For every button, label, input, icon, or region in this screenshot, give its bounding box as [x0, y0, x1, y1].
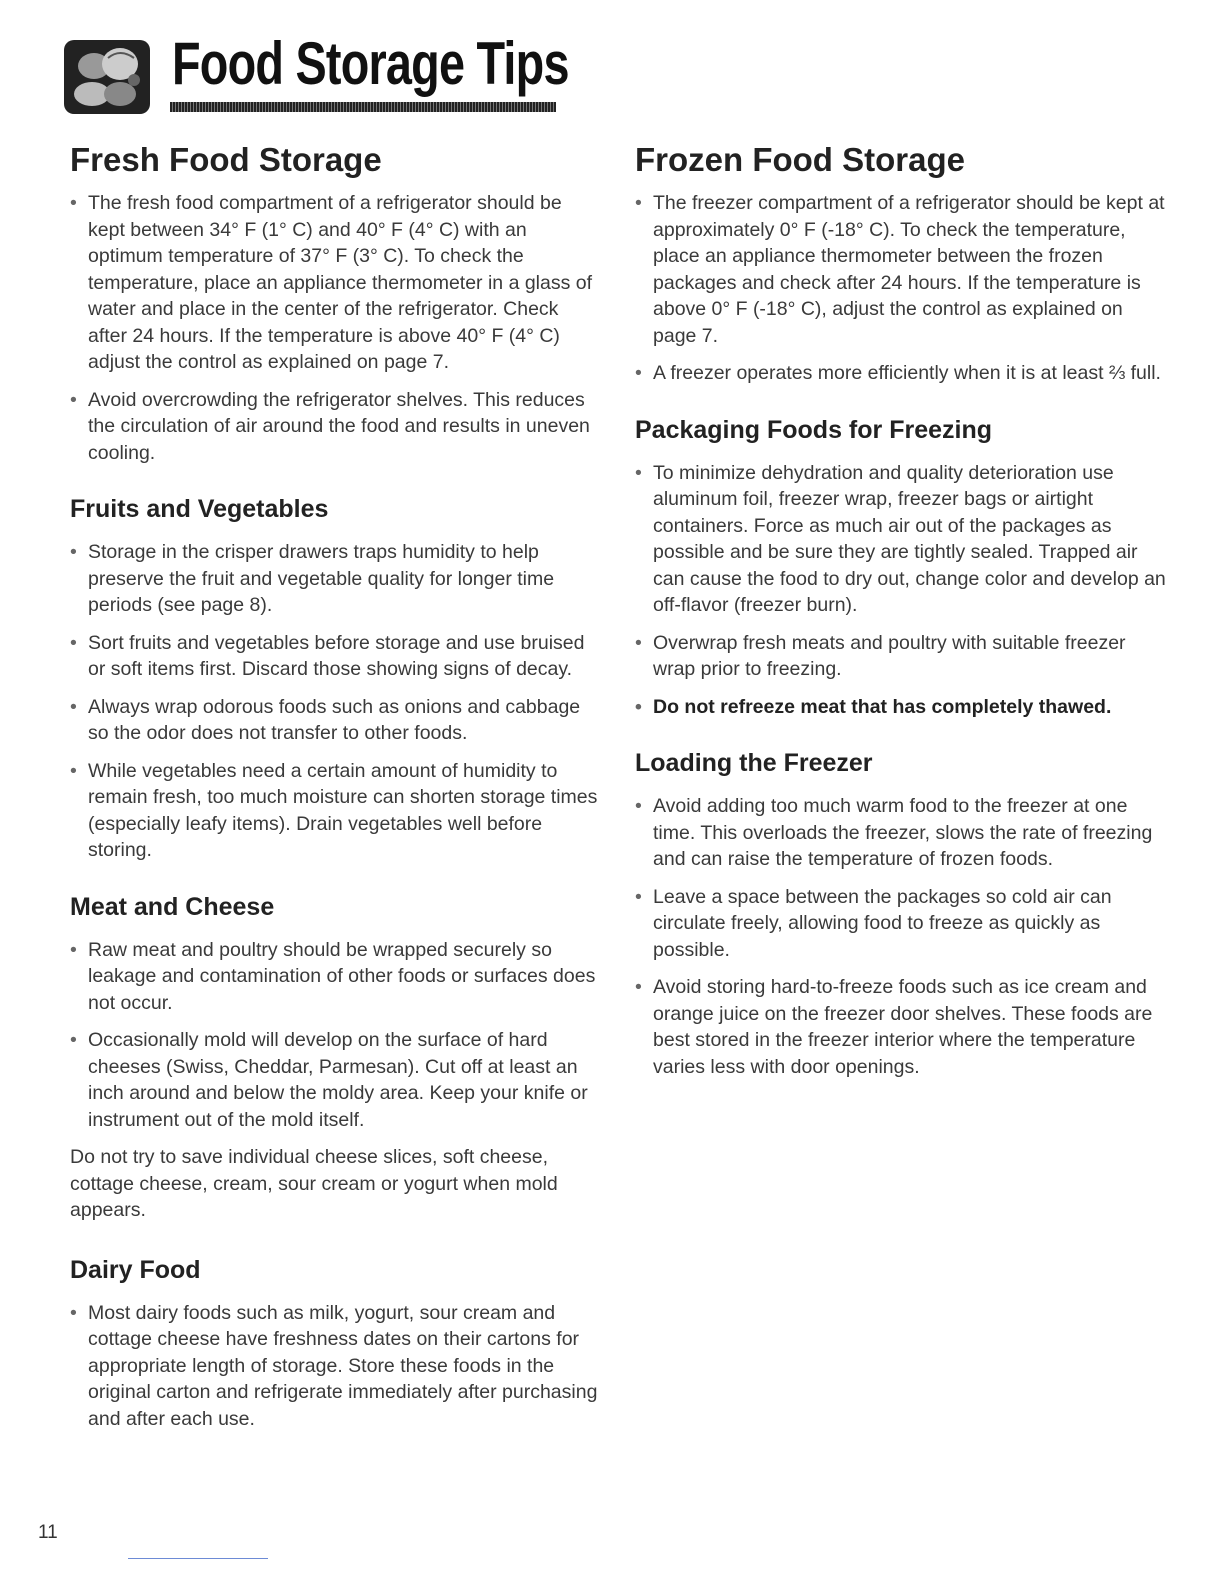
left-column [70, 140, 600, 1443]
bullet-icon: • [635, 192, 642, 214]
fruits-list [70, 539, 600, 864]
packaging-list [635, 460, 1170, 721]
bullet-icon: • [635, 885, 642, 908]
bullet-icon: • [70, 1301, 77, 1324]
list-item: • Raw meat and poultry should be wrapped securely so leakage and contamination of other foods or surfaces does not occur. [70, 938, 596, 1014]
page-number: 11 [38, 1522, 58, 1543]
bullet-icon: • [70, 759, 77, 782]
title-underline [170, 102, 556, 112]
bullet-icon: • [70, 695, 77, 718]
list-item: • Most dairy foods such as milk, yogurt, sour cream and cottage cheese have freshness dates on their cartons for appropriate length of storage. Store these foods in the original carton and refrigerate immediately after purchasing and after each use. [70, 1301, 598, 1430]
footer-rule [128, 1558, 268, 1559]
bullet-icon: • [635, 631, 642, 654]
bullet-icon: • [70, 388, 77, 411]
frozen-food-storage-heading: Frozen Food Storage [635, 141, 965, 178]
bullet-icon: • [70, 541, 77, 563]
bullet-icon: • [635, 976, 642, 998]
fruits-vegetables-heading: Fruits and Vegetables [70, 495, 329, 523]
list-item: • Sort fruits and vegetables before storage and use bruised or soft items first. Discard those showing signs of decay. [70, 631, 585, 680]
list-item: • The freezer compartment of a refrigerator should be kept at approximately 0° F (-18° C). To check the temperature, place an appliance thermometer between the frozen packages and check after 24 hours. If the temperature is above 0° F (-18° C), adjust the control as explained on page 7. [635, 192, 1165, 347]
bullet-icon: • [635, 461, 642, 484]
list-item: • Avoid adding too much warm food to the freezer at one time. This overloads the freezer, slows the rate of freezing and can raise the temperature of frozen foods. [635, 795, 1153, 870]
bullet-icon: • [70, 938, 77, 961]
meat-list [70, 937, 600, 1134]
bullet-icon: • [635, 695, 642, 718]
bullet-icon: • [70, 192, 77, 214]
page-header [60, 30, 569, 120]
fruit-bowl-icon [64, 40, 150, 114]
fresh-food-list [70, 190, 600, 466]
list-item: • Always wrap odorous foods such as onions and cabbage so the odor does not transfer to other foods. [70, 695, 581, 744]
bullet-icon: • [70, 631, 77, 654]
right-column [635, 140, 1170, 1091]
page-title: Food Storage Tips [172, 30, 569, 97]
dairy-food-heading: Dairy Food [70, 1255, 201, 1284]
list-item: • Overwrap fresh meats and poultry with suitable freezer wrap prior to freezing. [635, 631, 1126, 680]
bullet-icon: • [635, 795, 642, 817]
refreeze-warning: • Do not refreeze meat that has completely thawed. [635, 694, 1170, 721]
list-item: • The fresh food compartment of a refrigerator should be kept between 34° F (1° C) and 40° F (4° C) with an optimum temperature of 37° F (3° C). To check the temperature, place an appliance thermometer in a glass of water and place in the center of the refrigerator. Check after 24 hours. If the temperature is above 40° F (4° C) adjust the control as explained on page 7. [70, 192, 593, 373]
list-item: • Occasionally mold will develop on the surface of hard cheeses (Swiss, Cheddar, Parmesan). Cut off at least an inch around and below the moldy area. Keep your knife or instrument out of the mold itself. [70, 1029, 588, 1131]
bullet-icon: • [70, 1029, 77, 1051]
loading-freezer-heading: Loading the Freezer [635, 749, 873, 777]
dairy-list [70, 1300, 600, 1433]
mold-note: Do not try to save individual cheese slices, soft cheese, cottage cheese, cream, sour cream or yogurt when mold appears. [70, 1146, 558, 1221]
list-item: • Avoid overcrowding the refrigerator shelves. This reduces the circulation of air around the food and results in uneven cooling. [70, 388, 590, 464]
list-item: • A freezer operates more efficiently when it is at least ⅔ full. [635, 360, 1170, 387]
loading-list [635, 793, 1170, 1080]
packaging-heading: Packaging Foods for Freezing [635, 415, 992, 444]
list-item: • While vegetables need a certain amount of humidity to remain fresh, too much moisture can shorten storage times (especially leafy items). Drain vegetables well before storing. [70, 759, 598, 861]
fresh-food-storage-heading: Fresh Food Storage [70, 141, 382, 178]
list-item: • Storage in the crisper drawers traps humidity to help preserve the fruit and vegetable quality for longer time periods (see page 8). [70, 541, 555, 616]
frozen-food-list [635, 190, 1170, 387]
list-item: • Leave a space between the packages so cold air can circulate freely, allowing food to freeze as quickly as possible. [635, 885, 1112, 961]
bullet-icon: • [635, 362, 642, 384]
list-item: • Avoid storing hard-to-freeze foods such as ice cream and orange juice on the freezer door shelves. These foods are best stored in the freezer interior where the temperature varies less with door openings. [635, 976, 1153, 1078]
meat-cheese-heading: Meat and Cheese [70, 892, 275, 921]
list-item: • To minimize dehydration and quality deterioration use aluminum foil, freezer wrap, freezer bags or airtight containers. Force as much air out of the packages as possible and be sure they are tightly sealed. Trapped air can cause the food to dry out, change color and develop an off-flavor (freezer burn). [635, 461, 1166, 616]
